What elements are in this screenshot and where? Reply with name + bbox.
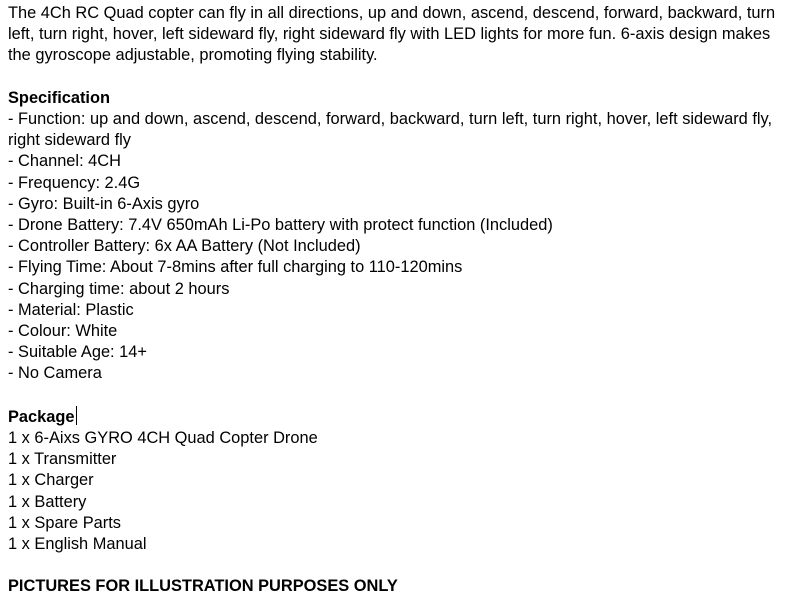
package-item: 1 x Battery: [8, 492, 87, 511]
package-item: 1 x Spare Parts: [8, 513, 121, 532]
spec-item-material: - Material: Plastic: [8, 300, 134, 319]
spec-item-drone-battery: - Drone Battery: 7.4V 650mAh Li-Po battery with protect function (Included): [8, 216, 553, 235]
intro-paragraph: The 4Ch RC Quad copter can fly in all directions, up and down, ascend, descend, forward, backward, turn left, turn right, hover, left sideward fly, right sideward fly with LED lights for more fun. 6-axis design makes the gyroscope adjustable, promoting flying stability.: [8, 4, 776, 65]
spec-item-function: - Function: up and down, ascend, descend, forward, backward, turn left, turn right, hover, left sideward fly, right sideward fly: [8, 110, 773, 150]
spec-item-gyro: - Gyro: Built-in 6-Axis gyro: [8, 194, 200, 213]
text-cursor: [76, 406, 77, 425]
package-heading: Package: [8, 407, 75, 426]
spec-item-charging-time: - Charging time: about 2 hours: [8, 279, 230, 298]
spec-item-colour: - Colour: White: [8, 322, 118, 341]
package-heading-line[interactable]: [8, 406, 793, 428]
package-item: 1 x 6-Aixs GYRO 4CH Quad Copter Drone: [8, 429, 318, 448]
package-item: 1 x Charger: [8, 471, 94, 490]
specification-heading: Specification: [8, 88, 111, 107]
spec-item-suitable-age: - Suitable Age: 14+: [8, 343, 147, 362]
illustration-disclaimer: PICTURES FOR ILLUSTRATION PURPOSES ONLY: [8, 577, 398, 596]
spacer: [8, 67, 793, 88]
package-item: 1 x English Manual: [8, 535, 147, 554]
spec-item-camera: - No Camera: [8, 364, 102, 383]
spec-item-channel: - Channel: 4CH: [8, 152, 121, 171]
spec-item-frequency: - Frequency: 2.4G: [8, 173, 141, 192]
spec-item-flying-time: - Flying Time: About 7-8mins after full charging to 110-120mins: [8, 258, 463, 277]
specification-list: [8, 109, 793, 385]
package-list: [8, 428, 793, 555]
package-item: 1 x Transmitter: [8, 450, 117, 469]
spacer: [8, 385, 793, 406]
product-description: [8, 3, 793, 598]
spec-item-controller-battery: - Controller Battery: 6x AA Battery (Not Included): [8, 237, 361, 256]
spacer: [8, 555, 793, 576]
